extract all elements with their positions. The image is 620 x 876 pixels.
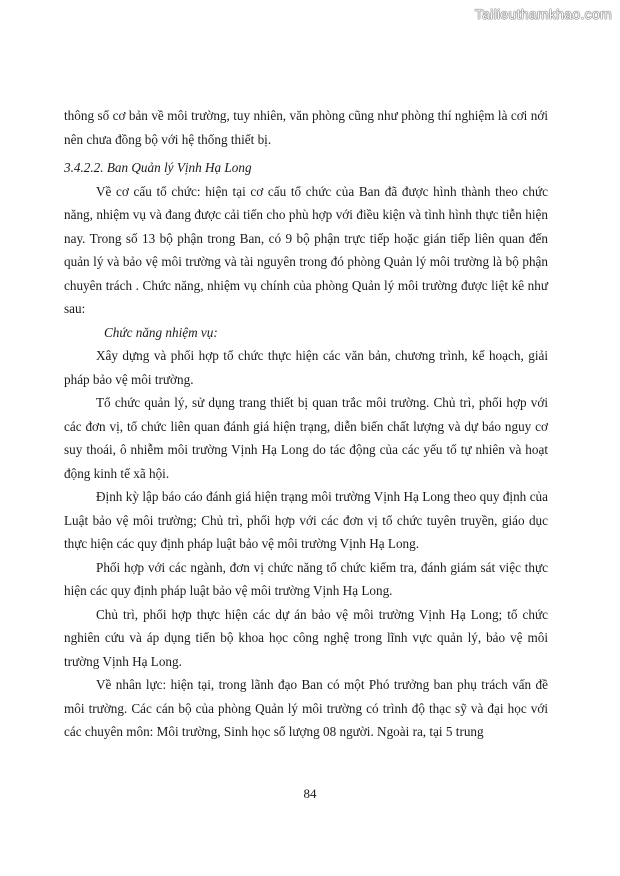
paragraph-function-3: Định kỳ lập báo cáo đánh giá hiện trạng môi trường Vịnh Hạ Long theo quy định của Luật bảo vệ môi trường; Chủ trì, phối hợp với các đơn vị tổ chức tuyên truyền, giáo dục thực hiện các quy định pháp luật bảo vệ môi trường Vịnh Hạ Long. xyxy=(64,489,548,551)
section-heading: 3.4.2.2. Ban Quản lý Vịnh Hạ Long xyxy=(64,160,252,175)
subheading-functions: Chức năng nhiệm vụ: xyxy=(104,324,218,340)
paragraph-organization: Về cơ cấu tổ chức: hiện tại cơ cấu tổ chức của Ban đã được hình thành theo chức năng, nhiệm vụ và đang được cải tiến cho phù hợp với điều kiện và tình hình thực tiễn hiện nay. Trong số 13 bộ phận trong Ban, có 9 bộ phận trực tiếp hoặc gián tiếp liên quan đến quản lý và bảo vệ môi trường và tài nguyên trong đó phòng Quản lý môi trường là bộ phận chuyên trách . Chức năng, nhiệm vụ chính của phòng Quản lý môi trường được liệt kê như sau: xyxy=(64,183,548,316)
paragraph-function-4: Phối hợp với các ngành, đơn vị chức năng tổ chức kiểm tra, đánh giám sát việc thực hiện các quy định pháp luật bảo vệ môi trường Vịnh Hạ Long. xyxy=(64,559,548,598)
watermark: Tailieuthamkhao.com xyxy=(474,6,612,22)
paragraph-function-5: Chủ trì, phối hợp thực hiện các dự án bảo vệ môi trường Vịnh Hạ Long; tổ chức nghiên cứu và áp dụng tiến bộ khoa học công nghệ trong lĩnh vực quản lý, bảo vệ môi trường Vịnh Hạ Long. xyxy=(64,606,548,669)
paragraph-function-2: Tổ chức quản lý, sử dụng trang thiết bị quan trắc môi trường. Chủ trì, phối hợp với các đơn vị, tổ chức liên quan đánh giá hiện trạng, diễn biến chất lượng và dự báo nguy cơ suy thoái, ô nhiễm môi trường Vịnh Hạ Long do tác động của các yếu tố tự nhiên và hoạt động kinh tế xã hội. xyxy=(64,395,548,481)
document-body xyxy=(64,104,548,744)
paragraph-human-resources: Về nhân lực: hiện tại, trong lãnh đạo Ban có một Phó trưởng ban phụ trách vấn đề môi trường. Các cán bộ của phòng Quản lý môi trường có trình độ thạc sỹ và đại học với các chuyên môn: Môi trường, Sinh học số lượng 08 người. Ngoài ra, tại 5 trung xyxy=(64,677,548,739)
paragraph-continuation: thông số cơ bản về môi trường, tuy nhiên, văn phòng cũng như phòng thí nghiệm là cơi nới nên chưa đồng bộ với hệ thống thiết bị. xyxy=(64,108,548,147)
page-number: 84 xyxy=(303,786,317,801)
paragraph-function-1: Xây dựng và phối hợp tổ chức thực hiện các văn bản, chương trình, kế hoạch, giải pháp bảo vệ môi trường. xyxy=(64,348,548,387)
